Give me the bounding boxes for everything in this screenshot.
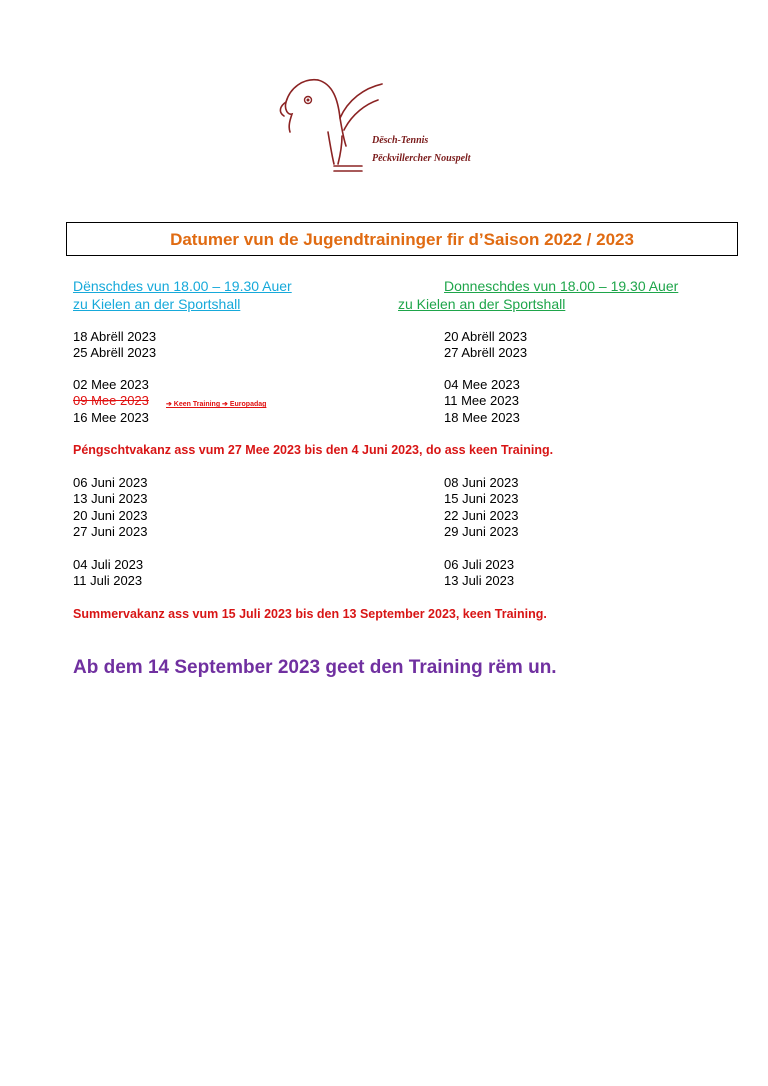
thursday-date: 18 Mee 2023 [444, 410, 520, 425]
tuesday-date: 16 Mee 2023 [73, 410, 149, 425]
thursday-date: 13 Juli 2023 [444, 573, 515, 588]
thursday-date: 22 Juni 2023 [444, 508, 519, 523]
pentecost-holiday-note: Péngschtvakanz ass vum 27 Mee 2023 bis den 4 Juni 2023, do ass keen Training. [73, 443, 554, 457]
cancel-note: ➔ Keen Training ➔ Europadag [166, 401, 267, 408]
summer-holiday-note: Summervakanz ass vum 15 Juli 2023 bis den 13 September 2023, keen Training. [73, 607, 547, 621]
title-box [66, 222, 738, 256]
tuesday-date: 25 Abrëll 2023 [73, 345, 157, 360]
logo-bird-head [285, 80, 318, 132]
thursday-date: 08 Juni 2023 [444, 475, 519, 490]
thursday-date: 11 Mee 2023 [444, 393, 519, 408]
thursday-date: 20 Abrëll 2023 [444, 329, 528, 344]
thursday-date: 15 Juni 2023 [444, 491, 519, 506]
restart-note: Ab dem 14 September 2023 geet den Training rëm un. [73, 657, 557, 678]
tuesday-date: 27 Juni 2023 [73, 524, 148, 539]
tuesday-date-cancelled: 09 Mee 2023 [73, 393, 149, 408]
thursday-date: 27 Abrëll 2023 [444, 345, 528, 360]
tuesday-date: 13 Juni 2023 [73, 491, 148, 506]
logo-stem-2 [338, 136, 342, 164]
tuesday-date: 18 Abrëll 2023 [73, 329, 157, 344]
tuesday-date: 04 Juli 2023 [73, 557, 144, 572]
club-name-line1: Dësch-Tennis [372, 135, 429, 146]
thursday-date: 29 Juni 2023 [444, 524, 519, 539]
thursday-header-location: zu Kielen an der Sportshall [398, 296, 566, 312]
club-name-line2: Pëckvillercher Nouspelt [372, 153, 471, 164]
thursday-date: 04 Mee 2023 [444, 377, 520, 392]
tuesday-header-location: zu Kielen an der Sportshall [73, 296, 241, 312]
thursday-header-time: Donneschdes vun 18.00 – 19.30 Auer [444, 278, 679, 294]
tuesday-date: 20 Juni 2023 [73, 508, 148, 523]
thursday-date: 06 Juli 2023 [444, 557, 515, 572]
logo-stem [328, 132, 334, 164]
tuesday-header-time: Dënschdes vun 18.00 – 19.30 Auer [73, 278, 292, 294]
tuesday-date: 06 Juni 2023 [73, 475, 148, 490]
tuesday-date: 02 Mee 2023 [73, 377, 149, 392]
page-title: Datumer vun de Jugendtraininger fir d’Saison 2022 / 2023 [170, 230, 634, 249]
tuesday-date: 11 Juli 2023 [73, 573, 143, 588]
